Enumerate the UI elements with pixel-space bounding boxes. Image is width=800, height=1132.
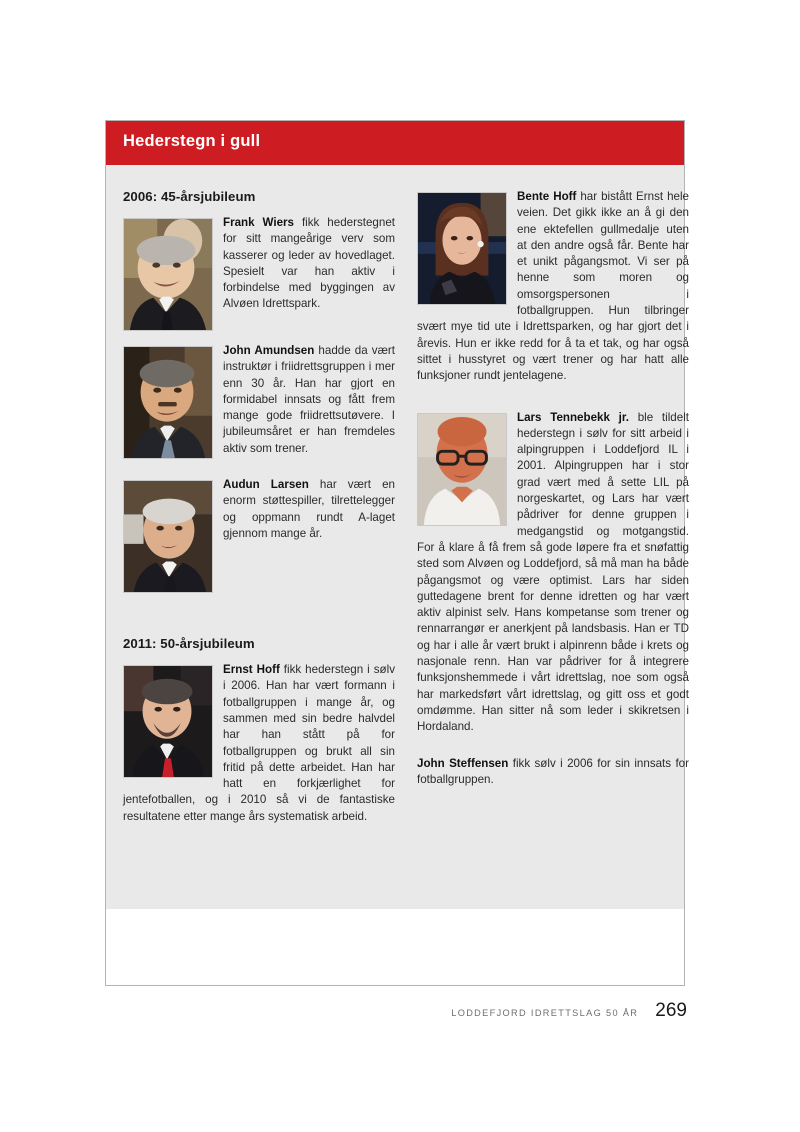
spacer <box>123 596 395 610</box>
page-content-frame <box>105 120 689 986</box>
portrait-bente-hoff-photo <box>417 192 507 305</box>
footer-publication-label: LODDEFJORD IDRETTSLAG 50 ÅR <box>451 1008 639 1018</box>
person-text-ernst-hoff: fikk hederstegn i sølv i 2006. Han har vært formann i fotballgruppen i mange år, og sammen med sin bedre halvdel har han stått på for fotballgruppen og brukt all sin fritid på dette arbeidet. Han har hatt en forkjærlighet for jentefotballen, og i 2010 så vi de fantastiske resultatene etter mange års systematisk arbeid. <box>123 663 395 823</box>
person-name-frank-wiers: Frank Wiers <box>223 216 294 229</box>
person-text-john-steffensen: fikk sølv i 2006 for sin innsats for fotballgruppen. <box>417 756 689 786</box>
portrait-frank-wiers-photo <box>123 218 213 331</box>
paragraph-john-steffensen <box>417 756 689 789</box>
entry-john-steffensen <box>417 756 689 789</box>
person-name-john-amundsen: John Amundsen <box>223 344 315 357</box>
person-text-bente-hoff: har bistått Ernst hele veien. Det gikk ikke an å gi den ene ektefellen gullmedalje uten at den andre også får. Bente har et unikt pågangsmot. Vi ser på henne som moren og omsorgspersonen i fotballgruppen. Hun tilbringer svært mye tid ute i Idrettsparken, og har gjort det i årevis. Hun er ikke redd for å ta et tak, og har også sittet i husstyret og vært trener og har hatt alle funksjoner rundt jentelagene. <box>417 190 689 383</box>
person-text-frank-wiers: fikk hederstegnet for sitt mangeårige verv som kasserer og leder av hovedlaget. Spesielt var han aktiv i forbindelse med byggingen av Alvøen Idrettspark. <box>223 216 395 311</box>
right-column <box>417 189 689 825</box>
spacer <box>123 334 395 343</box>
section-title-bar <box>106 121 684 165</box>
entry-ernst-hoff <box>123 662 395 825</box>
article-columns <box>106 165 689 825</box>
portrait-lars-tennebekk-photo <box>417 413 507 526</box>
person-text-lars-tennebekk: ble tildelt hederstegn i sølv for sitt arbeid i alpingruppen i Loddefjord IL i 2001. Alpingruppen har i stor grad vært med å sette LIL på norgeskartet, og Lars har vært pådriver for denne gruppen i medgangstid og motgangstid. For å klare å få frem så gode løpere fra et snøfattig sted som Alvøen og Loddefjord, så må man ha både pågangsmot og være optimist. Lars har siden guttedagene brent for denne idretten og har vært aktiv alpinist selv. Hans kompetanse som trener og rennarrangør er anerkjent på landsbasis. Han er TD og har i alle år vært brukt i alpinrenn både i krets og nasjonale renn. Han var pådriver for å integrere funksjonshemmede i vårt idrettslag, noe som også har markedsført vårt idrettslag, og gitt oss et godt omdømme. Han sitter nå som leder i skikretsen i Hordaland. <box>417 410 689 734</box>
portrait-john-amundsen-photo <box>123 346 213 459</box>
entry-john-amundsen <box>123 343 395 468</box>
person-name-lars-tennebekk: Lars Tennebekk jr. <box>517 410 629 424</box>
entry-frank-wiers <box>123 215 395 334</box>
page-footer <box>0 1000 800 1040</box>
heading-2011: 2011: 50-årsjubileum <box>123 636 255 652</box>
person-name-bente-hoff: Bente Hoff <box>517 190 577 203</box>
entry-bente-hoff <box>417 189 689 396</box>
spacer <box>417 396 689 410</box>
entry-audun-larsen <box>123 477 395 596</box>
heading-2006: 2006: 45-årsjubileum <box>123 189 256 204</box>
person-text-audun-larsen: har vært en enorm støttespiller, tilrettelegger og oppmann rundt A-laget gjennom mange år. <box>223 478 395 540</box>
person-name-john-steffensen: John Steffensen <box>417 756 509 770</box>
page-title: Hederstegn i gull <box>123 132 261 150</box>
left-column <box>123 189 395 825</box>
portrait-ernst-hoff-photo <box>123 665 213 778</box>
spacer <box>123 468 395 477</box>
footer-page-number: 269 <box>655 1000 687 1021</box>
portrait-audun-larsen-photo <box>123 480 213 593</box>
entry-lars-tennebekk <box>417 410 689 747</box>
person-text-john-amundsen: hadde da vært instruktør i friidrettsgruppen i mer enn 30 år. Han har gjort en formidabel innsats og fått frem mange gode friidrettsutøvere. I jubileumsåret er han fremdeles aktiv som trener. <box>223 344 395 455</box>
person-name-ernst-hoff: Ernst Hoff <box>223 663 280 677</box>
spacer <box>417 747 689 756</box>
person-name-audun-larsen: Audun Larsen <box>223 478 309 492</box>
